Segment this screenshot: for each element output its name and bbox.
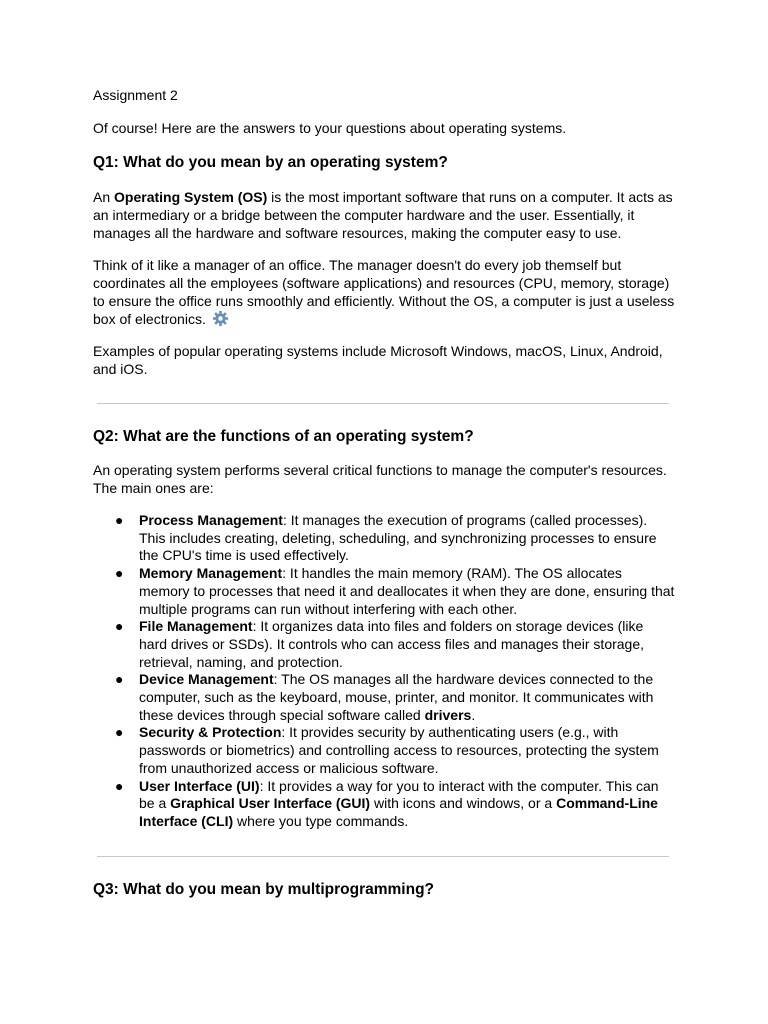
item-text: : The OS manages all the hardware devices connected to the computer, such as the keyboard, mouse, printer, and monitor. It communicates with these devices through special software called: [139, 671, 654, 723]
list-item: [115, 565, 675, 618]
list-item: [115, 724, 675, 777]
q1-p1-post: is the most important software that runs on a computer. It acts as an intermediary or a bridge between the computer hardware and the user. Essentially, it manages all the hardware and software resources, making the computer easy to use.: [93, 189, 673, 241]
q1-p1-pre: An: [93, 189, 115, 205]
q2-intro: An operating system performs several critical functions to manage the computer's resources. The main ones are:: [93, 462, 667, 496]
item-end: where you type commands.: [233, 812, 409, 829]
item-term: File Management: [139, 618, 253, 635]
q1-paragraph-1: [93, 188, 675, 242]
item-term: Memory Management: [139, 565, 283, 582]
q1-paragraph-2: [93, 256, 675, 328]
q1-heading: Q1: What do you mean by an operating system?: [93, 154, 448, 171]
item-text-2: with icons and windows, or a: [370, 795, 557, 812]
list-item: [115, 778, 675, 831]
item-bold-mid: Graphical User Interface (GUI): [170, 795, 371, 812]
bullet-icon: ●: [115, 512, 124, 528]
list-item: [115, 618, 675, 671]
q2-heading: Q2: What are the functions of an operating system?: [93, 428, 474, 445]
bullet-icon: ●: [115, 565, 124, 582]
functions-list: [115, 512, 675, 831]
document-title: Assignment 2: [93, 87, 178, 103]
item-text: : It manages the execution of programs (called processes). This includes creating, deleting, scheduling, and synchronizing processes to ensure the CPU's time is used effectively.: [139, 512, 657, 564]
list-item: [115, 512, 675, 565]
item-text: : It provides a way for you to interact with the computer. This can be a: [139, 777, 659, 812]
item-text: : It handles the main memory (RAM). The OS allocates memory to processes that need it and deallocates it when they are done, ensuring that multiple programs can run without interfering with each other.: [139, 565, 675, 617]
q1-paragraph-3: Examples of popular operating systems include Microsoft Windows, macOS, Linux, Android, and iOS.: [93, 343, 663, 377]
bullet-icon: ●: [115, 777, 124, 794]
item-bold-end: drivers: [424, 706, 472, 723]
bullet-icon: ●: [115, 618, 124, 635]
item-text: : It organizes data into files and folders on storage devices (like hard drives or SSDs). It controls who can access files and manages their storage, retrieval, naming, and protection.: [139, 618, 645, 670]
section-divider: [97, 856, 669, 857]
item-term: User Interface (UI): [139, 777, 260, 794]
gear-emoji-icon: [212, 310, 229, 327]
item-end: .: [471, 706, 476, 723]
q1-p1-bold: Operating System (OS): [114, 189, 268, 205]
item-term: Device Management: [139, 671, 274, 688]
intro-paragraph: Of course! Here are the answers to your questions about operating systems.: [93, 120, 567, 136]
item-term: Security & Protection: [139, 724, 282, 741]
list-item: [115, 671, 675, 724]
q1-p2-text: Think of it like a manager of an office. The manager doesn't do every job themself but coordinates all the employees (software applications) and resources (CPU, memory, storage) to ensure the office runs smoothly and efficiently. Without the OS, a computer is just a useless box of electronics.: [93, 257, 675, 327]
item-text: : It provides security by authenticating users (e.g., with passwords or biometrics) and controlling access to resources, protecting the system from unauthorized access or malicious software.: [139, 724, 659, 776]
item-term: Process Management: [139, 512, 283, 528]
section-divider: [97, 403, 669, 404]
item-bold-end: Command-Line Interface (CLI): [139, 795, 658, 829]
bullet-icon: ●: [115, 724, 124, 741]
bullet-icon: ●: [115, 671, 124, 688]
q3-heading: Q3: What do you mean by multiprogramming?: [93, 881, 435, 898]
